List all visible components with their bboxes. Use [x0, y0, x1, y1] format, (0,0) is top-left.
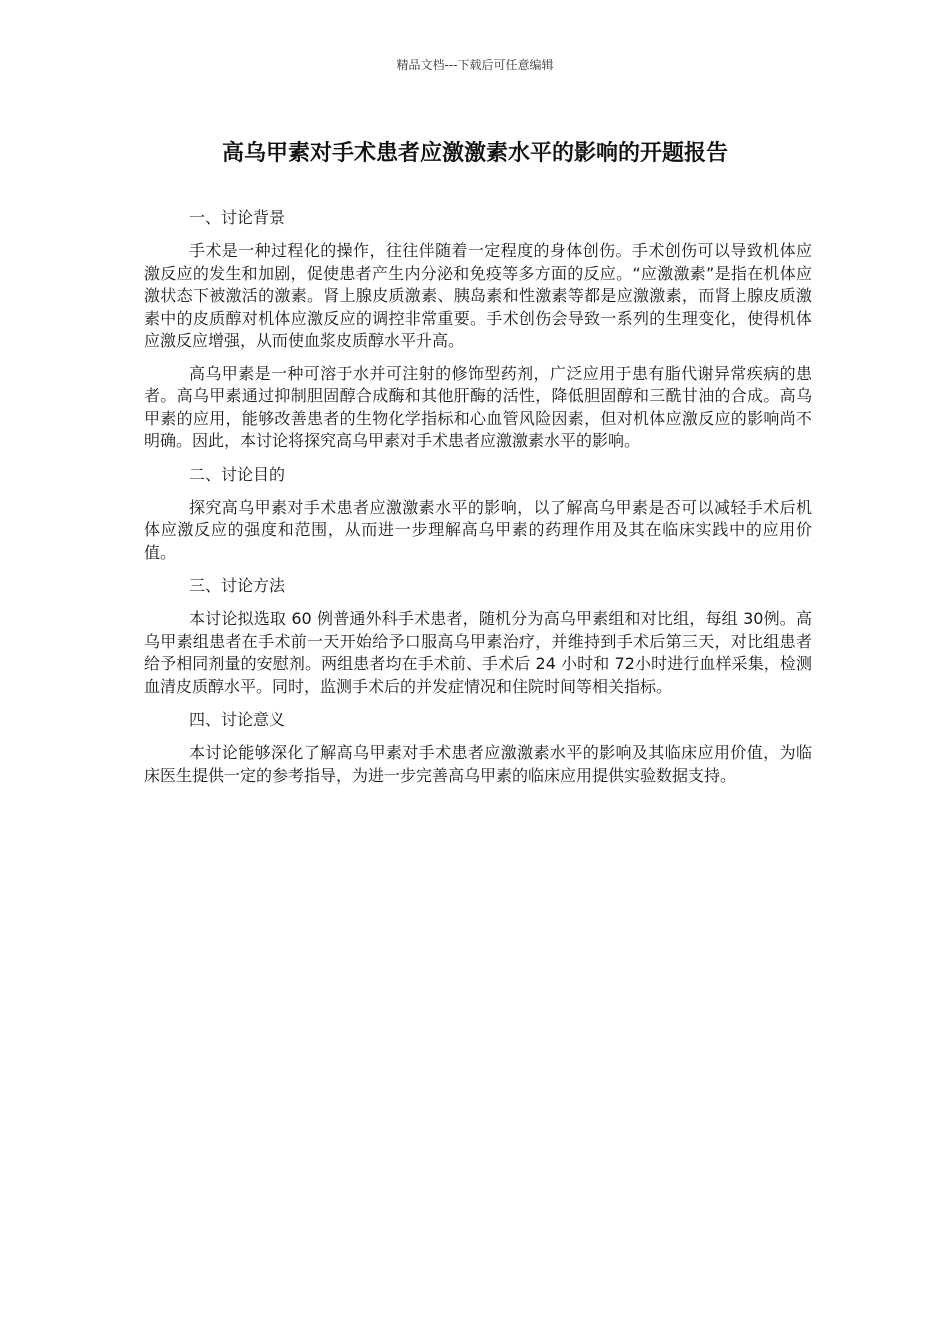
document-body	[144, 206, 812, 797]
paragraph: 探究高乌甲素对手术患者应激激素水平的影响，以了解高乌甲素是否可以减轻手术后机体应激反应的强度和范围，从而进一步理解高乌甲素的药理作用及其在临床实践中的应用价值。	[144, 497, 812, 562]
section-significance	[144, 708, 812, 787]
section-method	[144, 574, 812, 698]
paragraph: 高乌甲素是一种可溶于水并可注射的修饰型药剂，广泛应用于患有脂代谢异常疾病的患者。高乌甲素通过抑制胆固醇合成酶和其他肝酶的活性，降低胆固醇和三酰甘油的合成。高乌甲素的应用，能够改善患者的生物化学指标和心血管风险因素，但对机体应激反应的影响尚不明确。因此，本讨论将探究高乌甲素对手术患者应激激素水平的影响。	[144, 363, 812, 450]
paragraph: 本讨论能够深化了解高乌甲素对手术患者应激激素水平的影响及其临床应用价值，为临床医生提供一定的参考指导，为进一步完善高乌甲素的临床应用提供实验数据支持。	[144, 743, 812, 785]
section-background	[144, 206, 812, 453]
section-purpose	[144, 463, 812, 565]
section-heading: 四、讨论意义	[189, 710, 286, 729]
paragraph: 本讨论拟选取 60 例普通外科手术患者，随机分为高乌甲素组和对比组，每组 30例。高乌甲素组患者在手术前一天开始给予口服高乌甲素治疗，并维持到手术后第三天，对比组患者给予相同剂量的安慰剂。两组患者均在手术前、手术后 24 小时和 72小时进行血样采集，检测血清皮质醇水平。同时，监测手术后的并发症情况和住院时间等相关指标。	[144, 609, 812, 696]
section-heading: 二、讨论目的	[189, 464, 286, 484]
page-header-note: 精品文档---下载后可任意编辑	[396, 58, 554, 72]
document-title: 高乌甲素对手术患者应激激素水平的影响的开题报告	[221, 141, 728, 166]
paragraph: 手术是一种过程化的操作，往往伴随着一定程度的身体创伤。手术创伤可以导致机体应激反应的发生和加剧，促使患者产生内分泌和免疫等多方面的反应。“应激激素”是指在机体应激状态下被激活的激素。肾上腺皮质激素、胰岛素和性激素等都是应激激素，而肾上腺皮质激素中的皮质醇对机体应激反应的调控非常重要。手术创伤会导致一系列的生理变化，使得机体应激反应增强，从而使血浆皮质醇水平升高。	[144, 241, 812, 350]
section-heading: 三、讨论方法	[189, 576, 286, 595]
section-heading: 一、讨论背景	[189, 208, 286, 227]
